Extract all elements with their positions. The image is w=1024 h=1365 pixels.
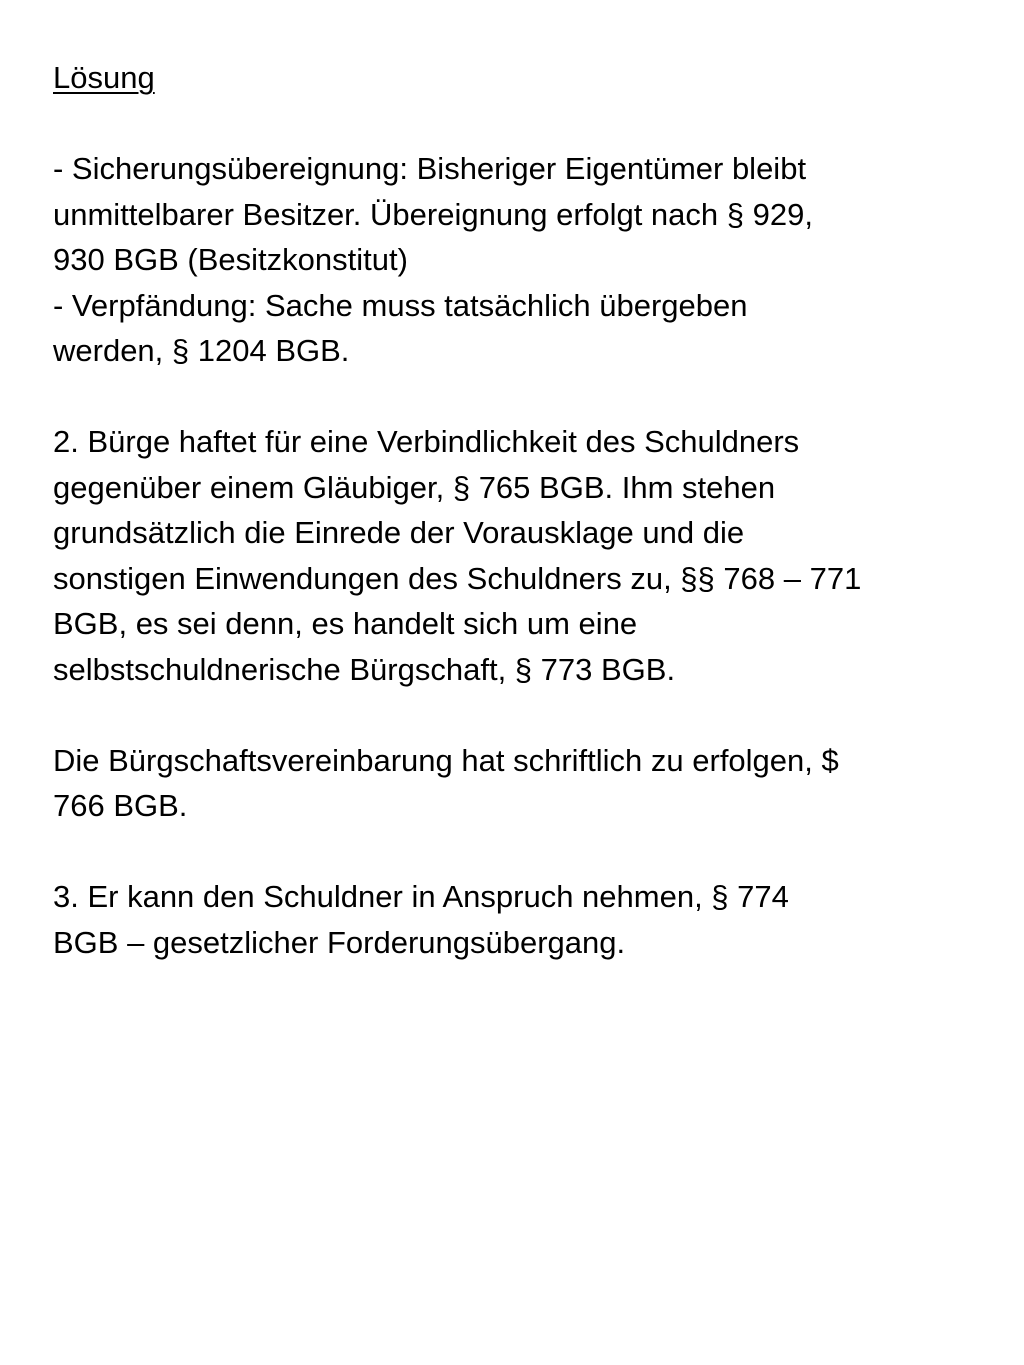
text-line: - Verpfändung: Sache muss tatsächlich übergeben bbox=[53, 287, 748, 323]
text-line: gegenüber einem Gläubiger, § 765 BGB. Ihm stehen bbox=[53, 469, 776, 505]
text-line: 3. Er kann den Schuldner in Anspruch nehmen, § 774 bbox=[53, 879, 789, 914]
paragraph-security-transfer bbox=[53, 146, 973, 374]
text-line: 930 BGB (Besitzkonstitut) bbox=[53, 242, 408, 277]
text-line: 2. Bürge haftet für eine Verbindlichkeit des Schuldners bbox=[53, 424, 800, 459]
text-line: 766 BGB. bbox=[53, 788, 188, 823]
spacer bbox=[53, 374, 973, 420]
paragraph-recourse bbox=[53, 874, 973, 965]
spacer bbox=[53, 829, 973, 875]
text-line: werden, § 1204 BGB. bbox=[53, 333, 350, 368]
slide-title: Lösung bbox=[53, 60, 155, 95]
text-line: grundsätzlich die Einrede der Vorausklage und die bbox=[53, 515, 745, 550]
text-line: Die Bürgschaftsvereinbarung hat schriftlich zu erfolgen, $ bbox=[53, 742, 839, 778]
paragraph-written-form bbox=[53, 738, 973, 829]
spacer bbox=[53, 692, 973, 738]
slide-content bbox=[53, 55, 973, 965]
text-line: sonstigen Einwendungen des Schuldners zu, §§ 768 – 771 bbox=[53, 560, 862, 596]
text-line: selbstschuldnerische Bürgschaft, § 773 BGB. bbox=[53, 651, 676, 687]
text-line: - Sicherungsübereignung: Bisheriger Eigentümer bleibt bbox=[53, 151, 807, 186]
text-line: unmittelbarer Besitzer. Übereignung erfolgt nach § 929, bbox=[53, 196, 813, 232]
spacer bbox=[53, 101, 973, 147]
paragraph-guarantor bbox=[53, 419, 973, 692]
text-line: BGB – gesetzlicher Forderungsübergang. bbox=[53, 924, 626, 960]
text-line: BGB, es sei denn, es handelt sich um eine bbox=[53, 606, 638, 641]
